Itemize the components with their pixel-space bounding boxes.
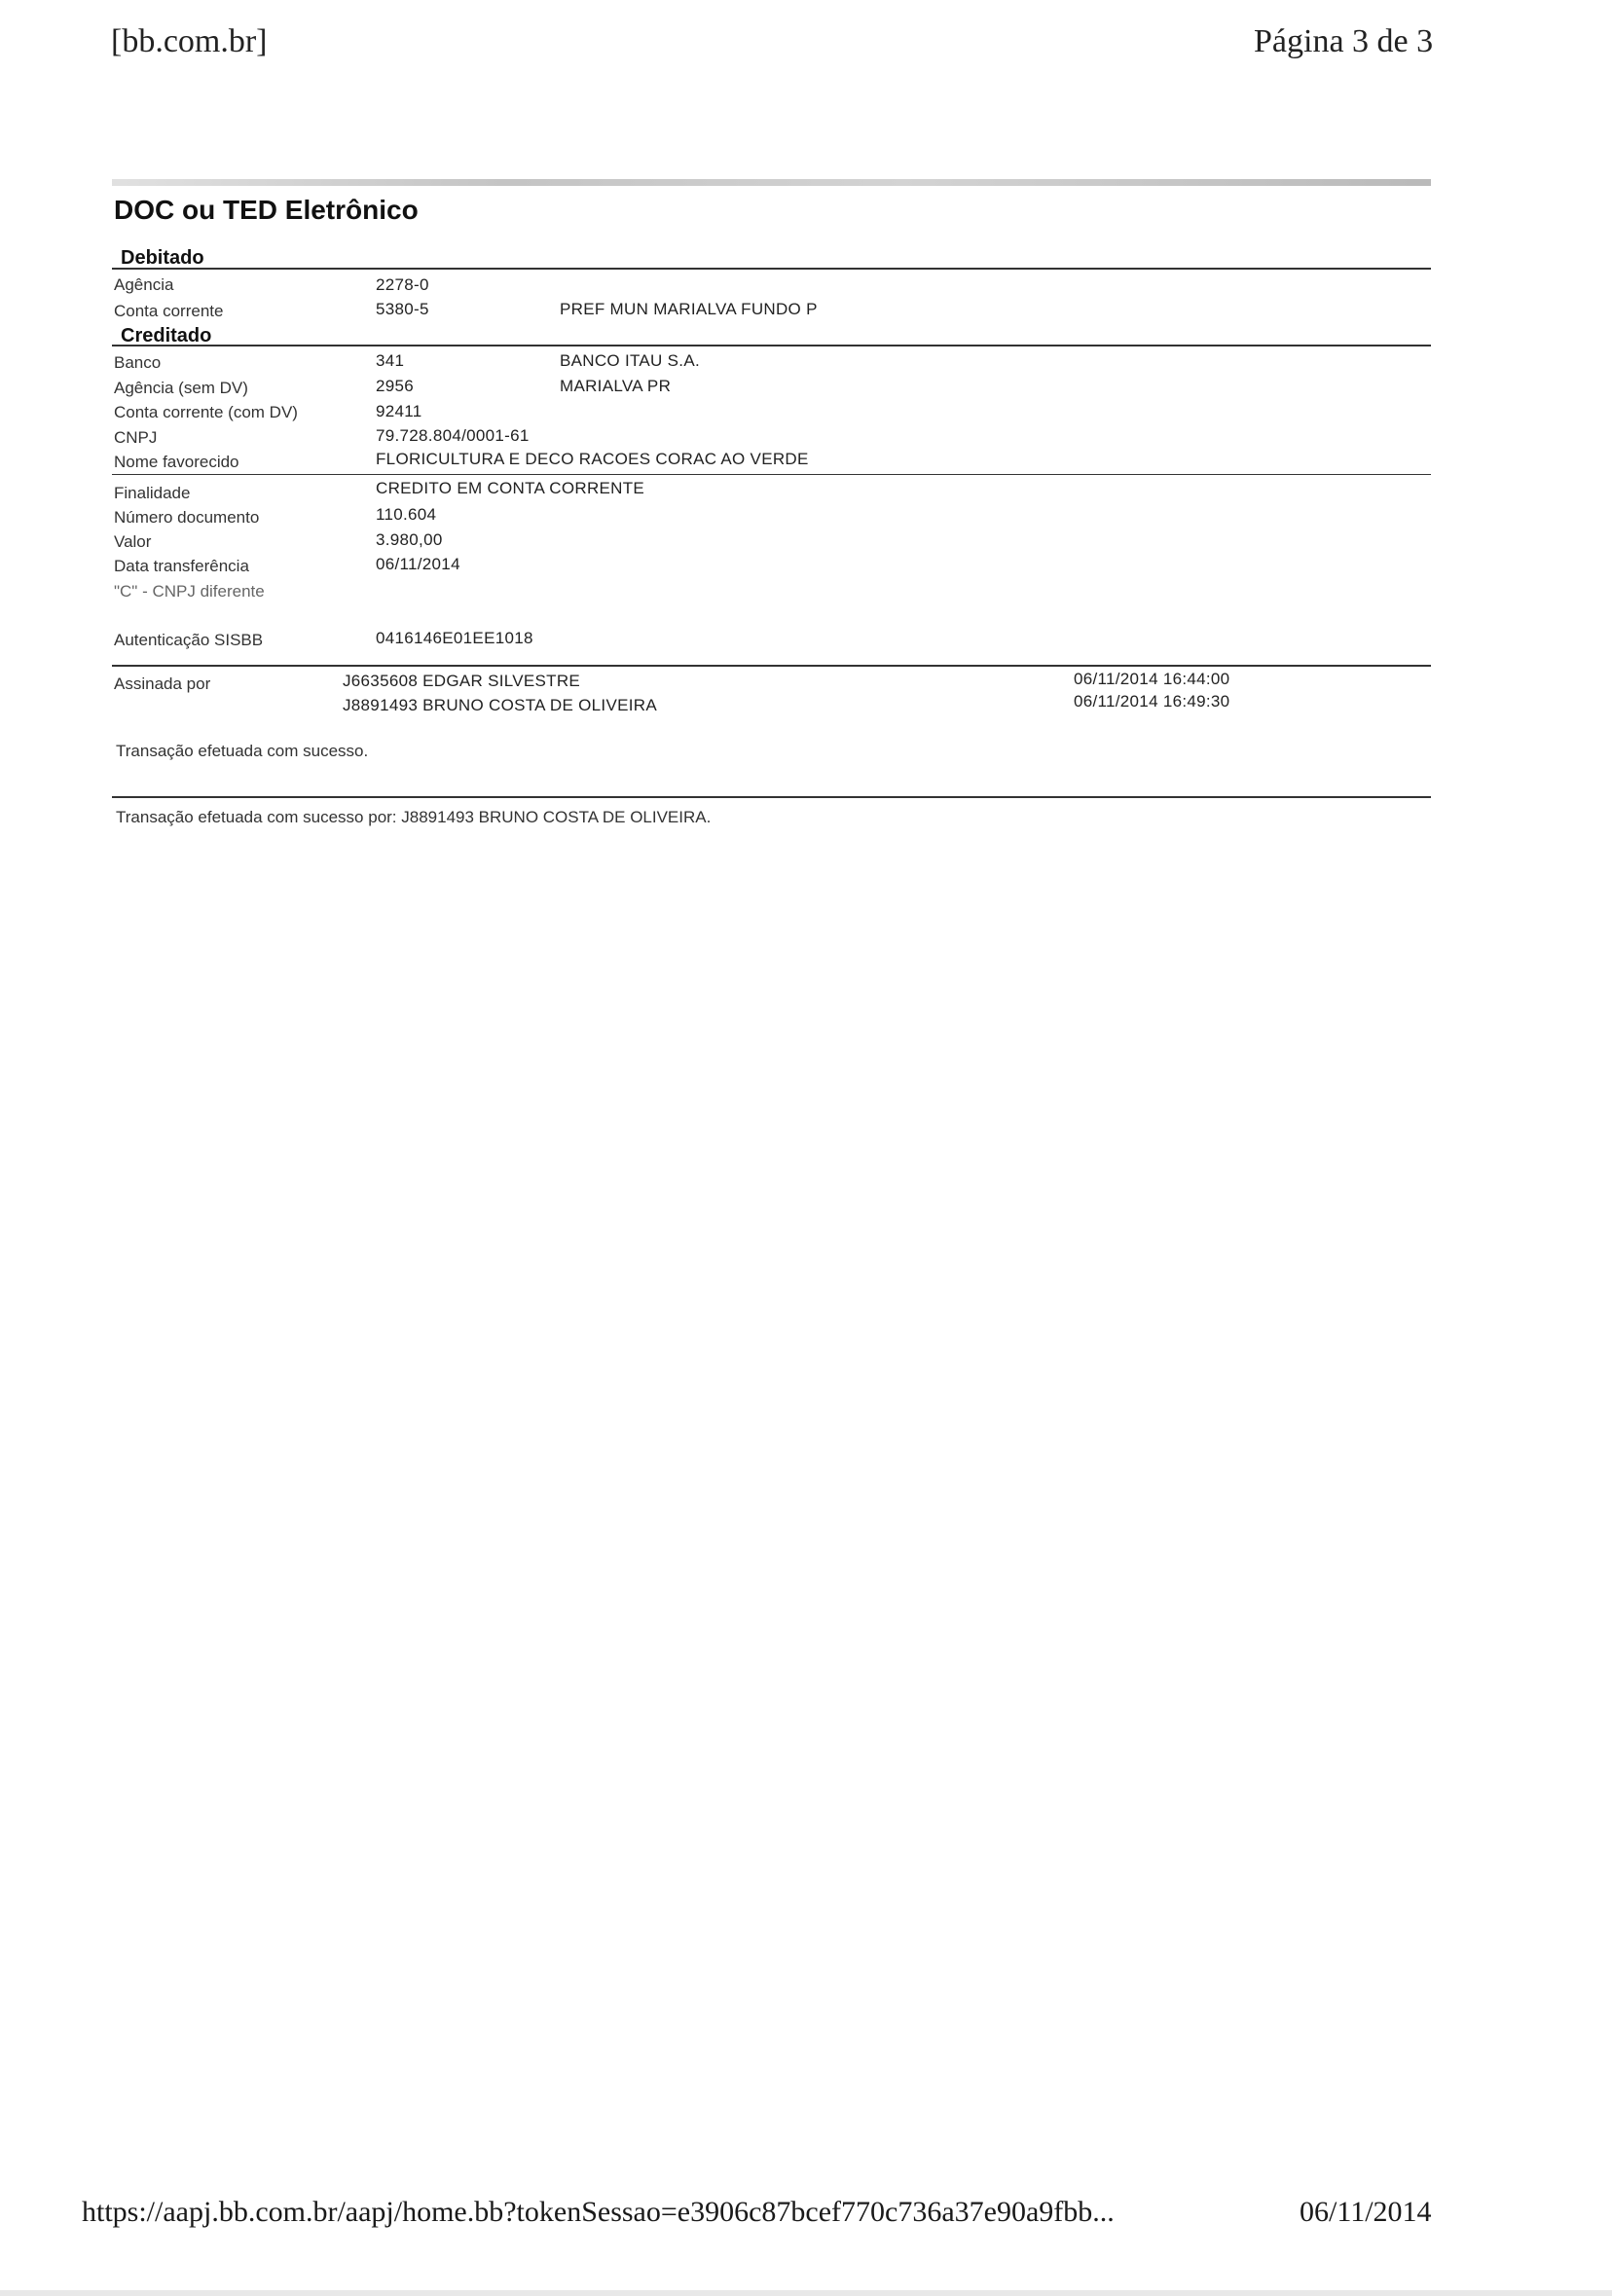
signer-datetime: 06/11/2014 16:44:00 bbox=[1074, 670, 1230, 688]
autenticacao-label: Autenticação SISBB bbox=[114, 631, 264, 649]
status-message: Transação efetuada com sucesso. bbox=[116, 742, 369, 760]
banco-label: Banco bbox=[114, 353, 162, 372]
status-final-message: Transação efetuada com sucesso por: J8891493 BRUNO COSTA DE OLIVEIRA. bbox=[116, 808, 712, 826]
signer-datetime: 06/11/2014 16:49:30 bbox=[1074, 692, 1230, 711]
assinada-por-label: Assinada por bbox=[114, 674, 211, 693]
conta-com-dv-value: 92411 bbox=[376, 402, 422, 420]
agencia-value: 2278-0 bbox=[376, 275, 429, 294]
agencia-sem-dv-value: 2956 bbox=[376, 377, 415, 395]
data-transferencia-label: Data transferência bbox=[114, 557, 249, 575]
divider bbox=[112, 796, 1431, 798]
nome-favorecido-label: Nome favorecido bbox=[114, 453, 239, 471]
divider bbox=[112, 268, 1431, 270]
section-creditado: Creditado bbox=[121, 325, 212, 346]
signer-row: J6635608 EDGAR SILVESTRE bbox=[343, 672, 581, 690]
cnpj-value: 79.728.804/0001-61 bbox=[376, 426, 530, 445]
conta-value: 5380-5 bbox=[376, 300, 429, 318]
divider bbox=[112, 345, 1431, 346]
site-header: [bb.com.br] bbox=[111, 23, 268, 59]
scan-edge bbox=[0, 2290, 1612, 2296]
signer-row: J8891493 BRUNO COSTA DE OLIVEIRA bbox=[343, 696, 657, 714]
data-transferencia-value: 06/11/2014 bbox=[376, 555, 460, 573]
valor-value: 3.980,00 bbox=[376, 530, 443, 549]
nome-favorecido-value: FLORICULTURA E DECO RACOES CORAC AO VERDE bbox=[376, 450, 809, 468]
cnpj-label: CNPJ bbox=[114, 428, 158, 447]
cnpj-diferente-note: "C" - CNPJ diferente bbox=[114, 582, 265, 601]
agencia-label: Agência bbox=[114, 275, 174, 294]
page-title: DOC ou TED Eletrônico bbox=[114, 195, 419, 225]
finalidade-value: CREDITO EM CONTA CORRENTE bbox=[376, 479, 645, 497]
section-debitado: Debitado bbox=[121, 247, 204, 269]
banco-name: BANCO ITAU S.A. bbox=[560, 351, 700, 370]
finalidade-label: Finalidade bbox=[114, 484, 191, 502]
agencia-sem-dv-label: Agência (sem DV) bbox=[114, 379, 248, 397]
agencia-sem-dv-name: MARIALVA PR bbox=[560, 377, 672, 395]
numero-documento-label: Número documento bbox=[114, 508, 260, 527]
header-band bbox=[112, 179, 1431, 186]
page-indicator: Página 3 de 3 bbox=[1254, 23, 1434, 59]
conta-label: Conta corrente bbox=[114, 302, 224, 320]
autenticacao-value: 0416146E01EE1018 bbox=[376, 629, 533, 647]
divider bbox=[112, 474, 1431, 475]
numero-documento-value: 110.604 bbox=[376, 505, 437, 524]
footer-url: https://aapj.bb.com.br/aapj/home.bb?tokenSessao=e3906c87bcef770c736a37e90a9fbb... bbox=[82, 2196, 1115, 2228]
divider bbox=[112, 665, 1431, 667]
banco-value: 341 bbox=[376, 351, 405, 370]
valor-label: Valor bbox=[114, 532, 152, 551]
conta-com-dv-label: Conta corrente (com DV) bbox=[114, 403, 298, 421]
conta-name: PREF MUN MARIALVA FUNDO P bbox=[560, 300, 818, 318]
footer-date: 06/11/2014 bbox=[1300, 2196, 1432, 2228]
